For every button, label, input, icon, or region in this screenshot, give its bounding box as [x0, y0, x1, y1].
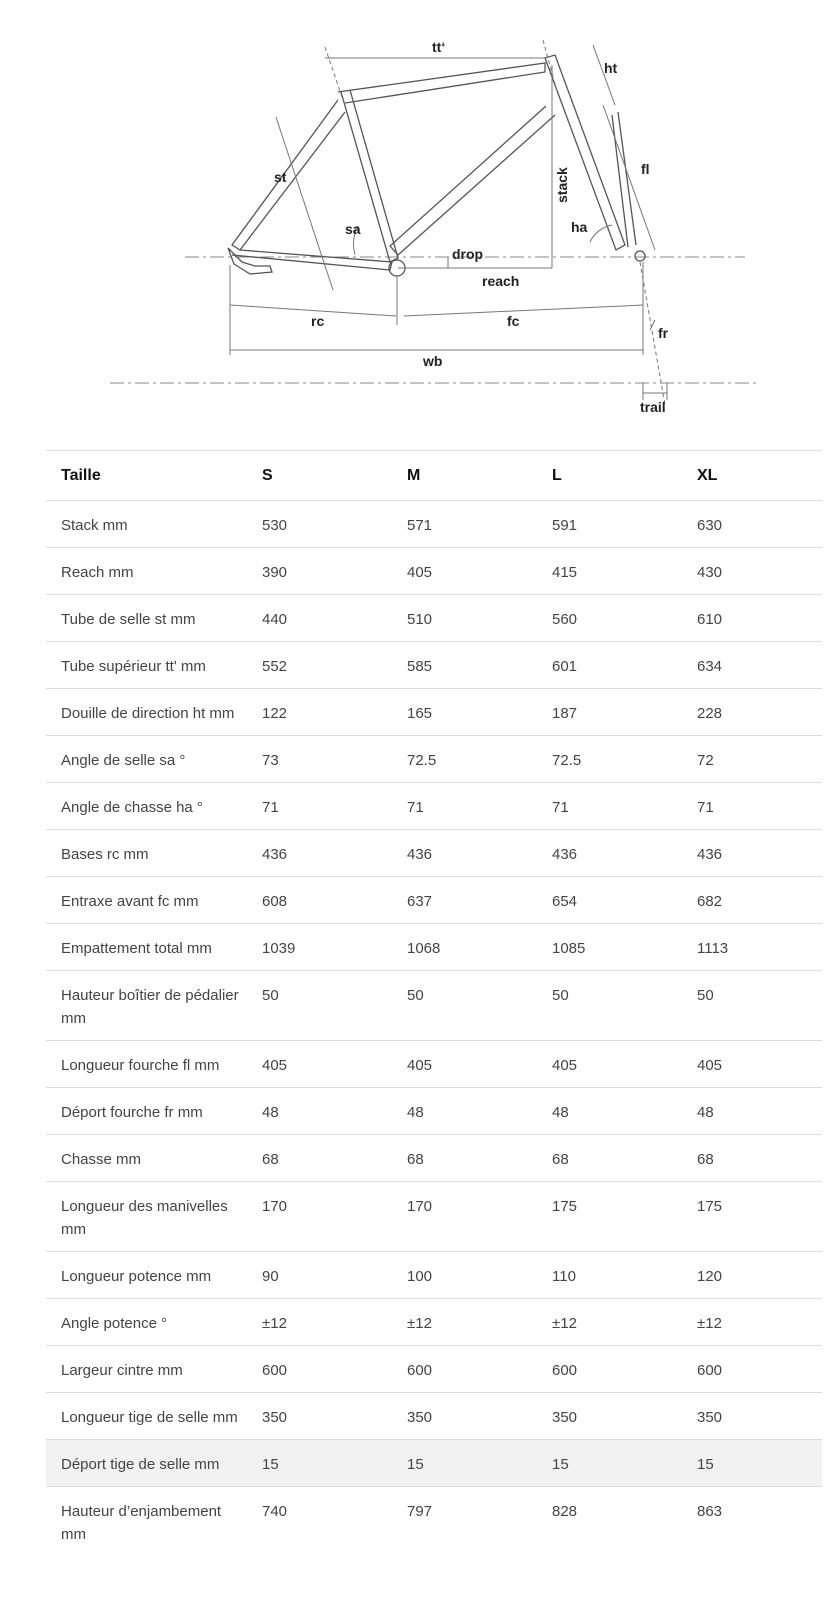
cell-value: ±12 — [537, 1299, 682, 1346]
table-row — [46, 1182, 822, 1252]
label-wb: wb — [423, 353, 443, 369]
table-row — [46, 548, 822, 595]
cell-value: 682 — [682, 877, 822, 924]
cell-value: 405 — [392, 1041, 537, 1088]
cell-value: 48 — [392, 1088, 537, 1135]
cell-value: 120 — [682, 1252, 822, 1299]
cell-value: 601 — [537, 642, 682, 689]
row-label: Stack mm — [46, 501, 247, 548]
row-label: Douille de direction ht mm — [46, 689, 247, 736]
cell-value: 560 — [537, 595, 682, 642]
row-label: Longueur potence mm — [46, 1252, 247, 1299]
row-label: Longueur fourche fl mm — [46, 1041, 247, 1088]
cell-value: 110 — [537, 1252, 682, 1299]
row-label: Tube supérieur tt' mm — [46, 642, 247, 689]
table-row — [46, 1487, 822, 1557]
table-row — [46, 783, 822, 830]
label-trail: trail — [640, 399, 666, 415]
cell-value: 15 — [537, 1440, 682, 1487]
cell-value: 71 — [682, 783, 822, 830]
cell-value: ±12 — [247, 1299, 392, 1346]
cell-value: 15 — [392, 1440, 537, 1487]
cell-value: 797 — [407, 1503, 433, 1520]
cell-value: 740 — [262, 1503, 288, 1520]
row-label: Angle potence ° — [46, 1299, 247, 1346]
header-m: M — [392, 451, 537, 501]
header-s: S — [247, 451, 392, 501]
table-row — [46, 1088, 822, 1135]
cell-value: 50 — [537, 971, 682, 1041]
cell-value: 637 — [392, 877, 537, 924]
cell-value: 48 — [247, 1088, 392, 1135]
label-drop: drop — [452, 246, 484, 262]
cell-value: 585 — [392, 642, 537, 689]
cell-value: 405 — [682, 1041, 822, 1088]
cell-value: 68 — [682, 1135, 822, 1182]
cell-value: 175 — [537, 1182, 682, 1252]
frame-geometry-diagram — [0, 0, 831, 440]
row-label: Angle de selle sa ° — [46, 736, 247, 783]
cell-value: 436 — [682, 830, 822, 877]
cell-value: 600 — [537, 1346, 682, 1393]
header-xl: XL — [682, 451, 822, 501]
cell-value: 390 — [247, 548, 392, 595]
row-label: Reach mm — [46, 548, 247, 595]
cell-value: 48 — [537, 1088, 682, 1135]
table-row — [46, 642, 822, 689]
cell-value: 68 — [247, 1135, 392, 1182]
label-sa: sa — [345, 221, 361, 237]
cell-value: 415 — [537, 548, 682, 595]
row-label: Entraxe avant fc mm — [46, 877, 247, 924]
cell-value: 72.5 — [537, 736, 682, 783]
row-label: Bases rc mm — [46, 830, 247, 877]
cell-value: 228 — [682, 689, 822, 736]
cell-value: 48 — [682, 1088, 822, 1135]
cell-value: 608 — [247, 877, 392, 924]
table-row — [46, 1041, 822, 1088]
cell-value: 15 — [247, 1440, 392, 1487]
label-stack: stack — [554, 167, 570, 203]
row-label: Angle de chasse ha ° — [46, 783, 247, 830]
cell-value: 100 — [392, 1252, 537, 1299]
row-label: Déport tige de selle mm — [46, 1440, 247, 1487]
cell-value: 552 — [247, 642, 392, 689]
label-fl: fl — [641, 161, 650, 177]
cell-value: 436 — [247, 830, 392, 877]
cell-value: 122 — [247, 689, 392, 736]
cell-value: 405 — [392, 548, 537, 595]
cell-value: 50 — [392, 971, 537, 1041]
table-row — [46, 1393, 822, 1440]
cell-value: 350 — [537, 1393, 682, 1440]
label-fr: fr — [658, 325, 669, 341]
cell-value: 68 — [392, 1135, 537, 1182]
cell-value: 50 — [247, 971, 392, 1041]
row-label: Hauteur boîtier de pédalier mm — [46, 971, 247, 1041]
cell-value: 71 — [247, 783, 392, 830]
cell-value: 350 — [682, 1393, 822, 1440]
cell-value: 72.5 — [392, 736, 537, 783]
cell-value: 430 — [682, 548, 822, 595]
label-st: st — [274, 169, 287, 185]
cell-value: 405 — [537, 1041, 682, 1088]
cell-value: 350 — [392, 1393, 537, 1440]
row-label: Chasse mm — [46, 1135, 247, 1182]
table-row — [46, 736, 822, 783]
geometry-table — [46, 450, 822, 1556]
cell-value: 610 — [682, 595, 822, 642]
table-row — [46, 501, 822, 548]
cell-value: 90 — [247, 1252, 392, 1299]
cell-value: ±12 — [682, 1299, 822, 1346]
label-rc: rc — [311, 313, 325, 329]
cell-value: 405 — [247, 1041, 392, 1088]
cell-value: 1113 — [682, 924, 822, 971]
cell-value: 187 — [537, 689, 682, 736]
cell-value: 571 — [392, 501, 537, 548]
cell-value: 1085 — [537, 924, 682, 971]
label-tt: tt‘ — [432, 39, 446, 55]
row-label: Hauteur d’enjambement mm — [61, 1503, 222, 1543]
cell-value: 72 — [682, 736, 822, 783]
row-label: Tube de selle st mm — [46, 595, 247, 642]
table-header-row — [46, 451, 822, 501]
cell-value: 175 — [682, 1182, 822, 1252]
table-row — [46, 830, 822, 877]
cell-value: 630 — [682, 501, 822, 548]
cell-value: 15 — [682, 1440, 822, 1487]
table-row — [46, 1135, 822, 1182]
cell-value: 436 — [392, 830, 537, 877]
cell-value: 510 — [392, 595, 537, 642]
cell-value: ±12 — [392, 1299, 537, 1346]
table-row — [46, 689, 822, 736]
label-reach: reach — [482, 273, 520, 289]
cell-value: 828 — [552, 1503, 578, 1520]
table-row — [46, 877, 822, 924]
cell-value: 350 — [247, 1393, 392, 1440]
cell-value: 440 — [247, 595, 392, 642]
cell-value: 71 — [392, 783, 537, 830]
row-label: Empattement total mm — [46, 924, 247, 971]
row-label: Largeur cintre mm — [46, 1346, 247, 1393]
table-row — [46, 595, 822, 642]
cell-value: 530 — [247, 501, 392, 548]
cell-value: 50 — [682, 971, 822, 1041]
cell-value: 600 — [682, 1346, 822, 1393]
table-row — [46, 1299, 822, 1346]
row-label: Longueur tige de selle mm — [46, 1393, 247, 1440]
cell-value: 68 — [537, 1135, 682, 1182]
row-label: Déport fourche fr mm — [46, 1088, 247, 1135]
cell-value: 165 — [392, 689, 537, 736]
cell-value: 863 — [697, 1503, 723, 1520]
cell-value: 591 — [537, 501, 682, 548]
table-row — [46, 1252, 822, 1299]
table-row — [46, 1440, 822, 1487]
label-fc: fc — [507, 313, 520, 329]
cell-value: 1039 — [247, 924, 392, 971]
header-size: Taille — [46, 451, 247, 501]
cell-value: 170 — [247, 1182, 392, 1252]
table-row — [46, 1346, 822, 1393]
cell-value: 654 — [537, 877, 682, 924]
cell-value: 170 — [392, 1182, 537, 1252]
label-ha: ha — [571, 219, 588, 235]
cell-value: 634 — [682, 642, 822, 689]
table-row — [46, 924, 822, 971]
header-l: L — [537, 451, 682, 501]
cell-value: 71 — [537, 783, 682, 830]
row-label: Longueur des manivelles mm — [46, 1182, 247, 1252]
cell-value: 1068 — [392, 924, 537, 971]
table-row — [46, 971, 822, 1041]
cell-value: 73 — [247, 736, 392, 783]
cell-value: 600 — [392, 1346, 537, 1393]
label-ht: ht — [604, 60, 618, 76]
cell-value: 600 — [247, 1346, 392, 1393]
cell-value: 436 — [537, 830, 682, 877]
